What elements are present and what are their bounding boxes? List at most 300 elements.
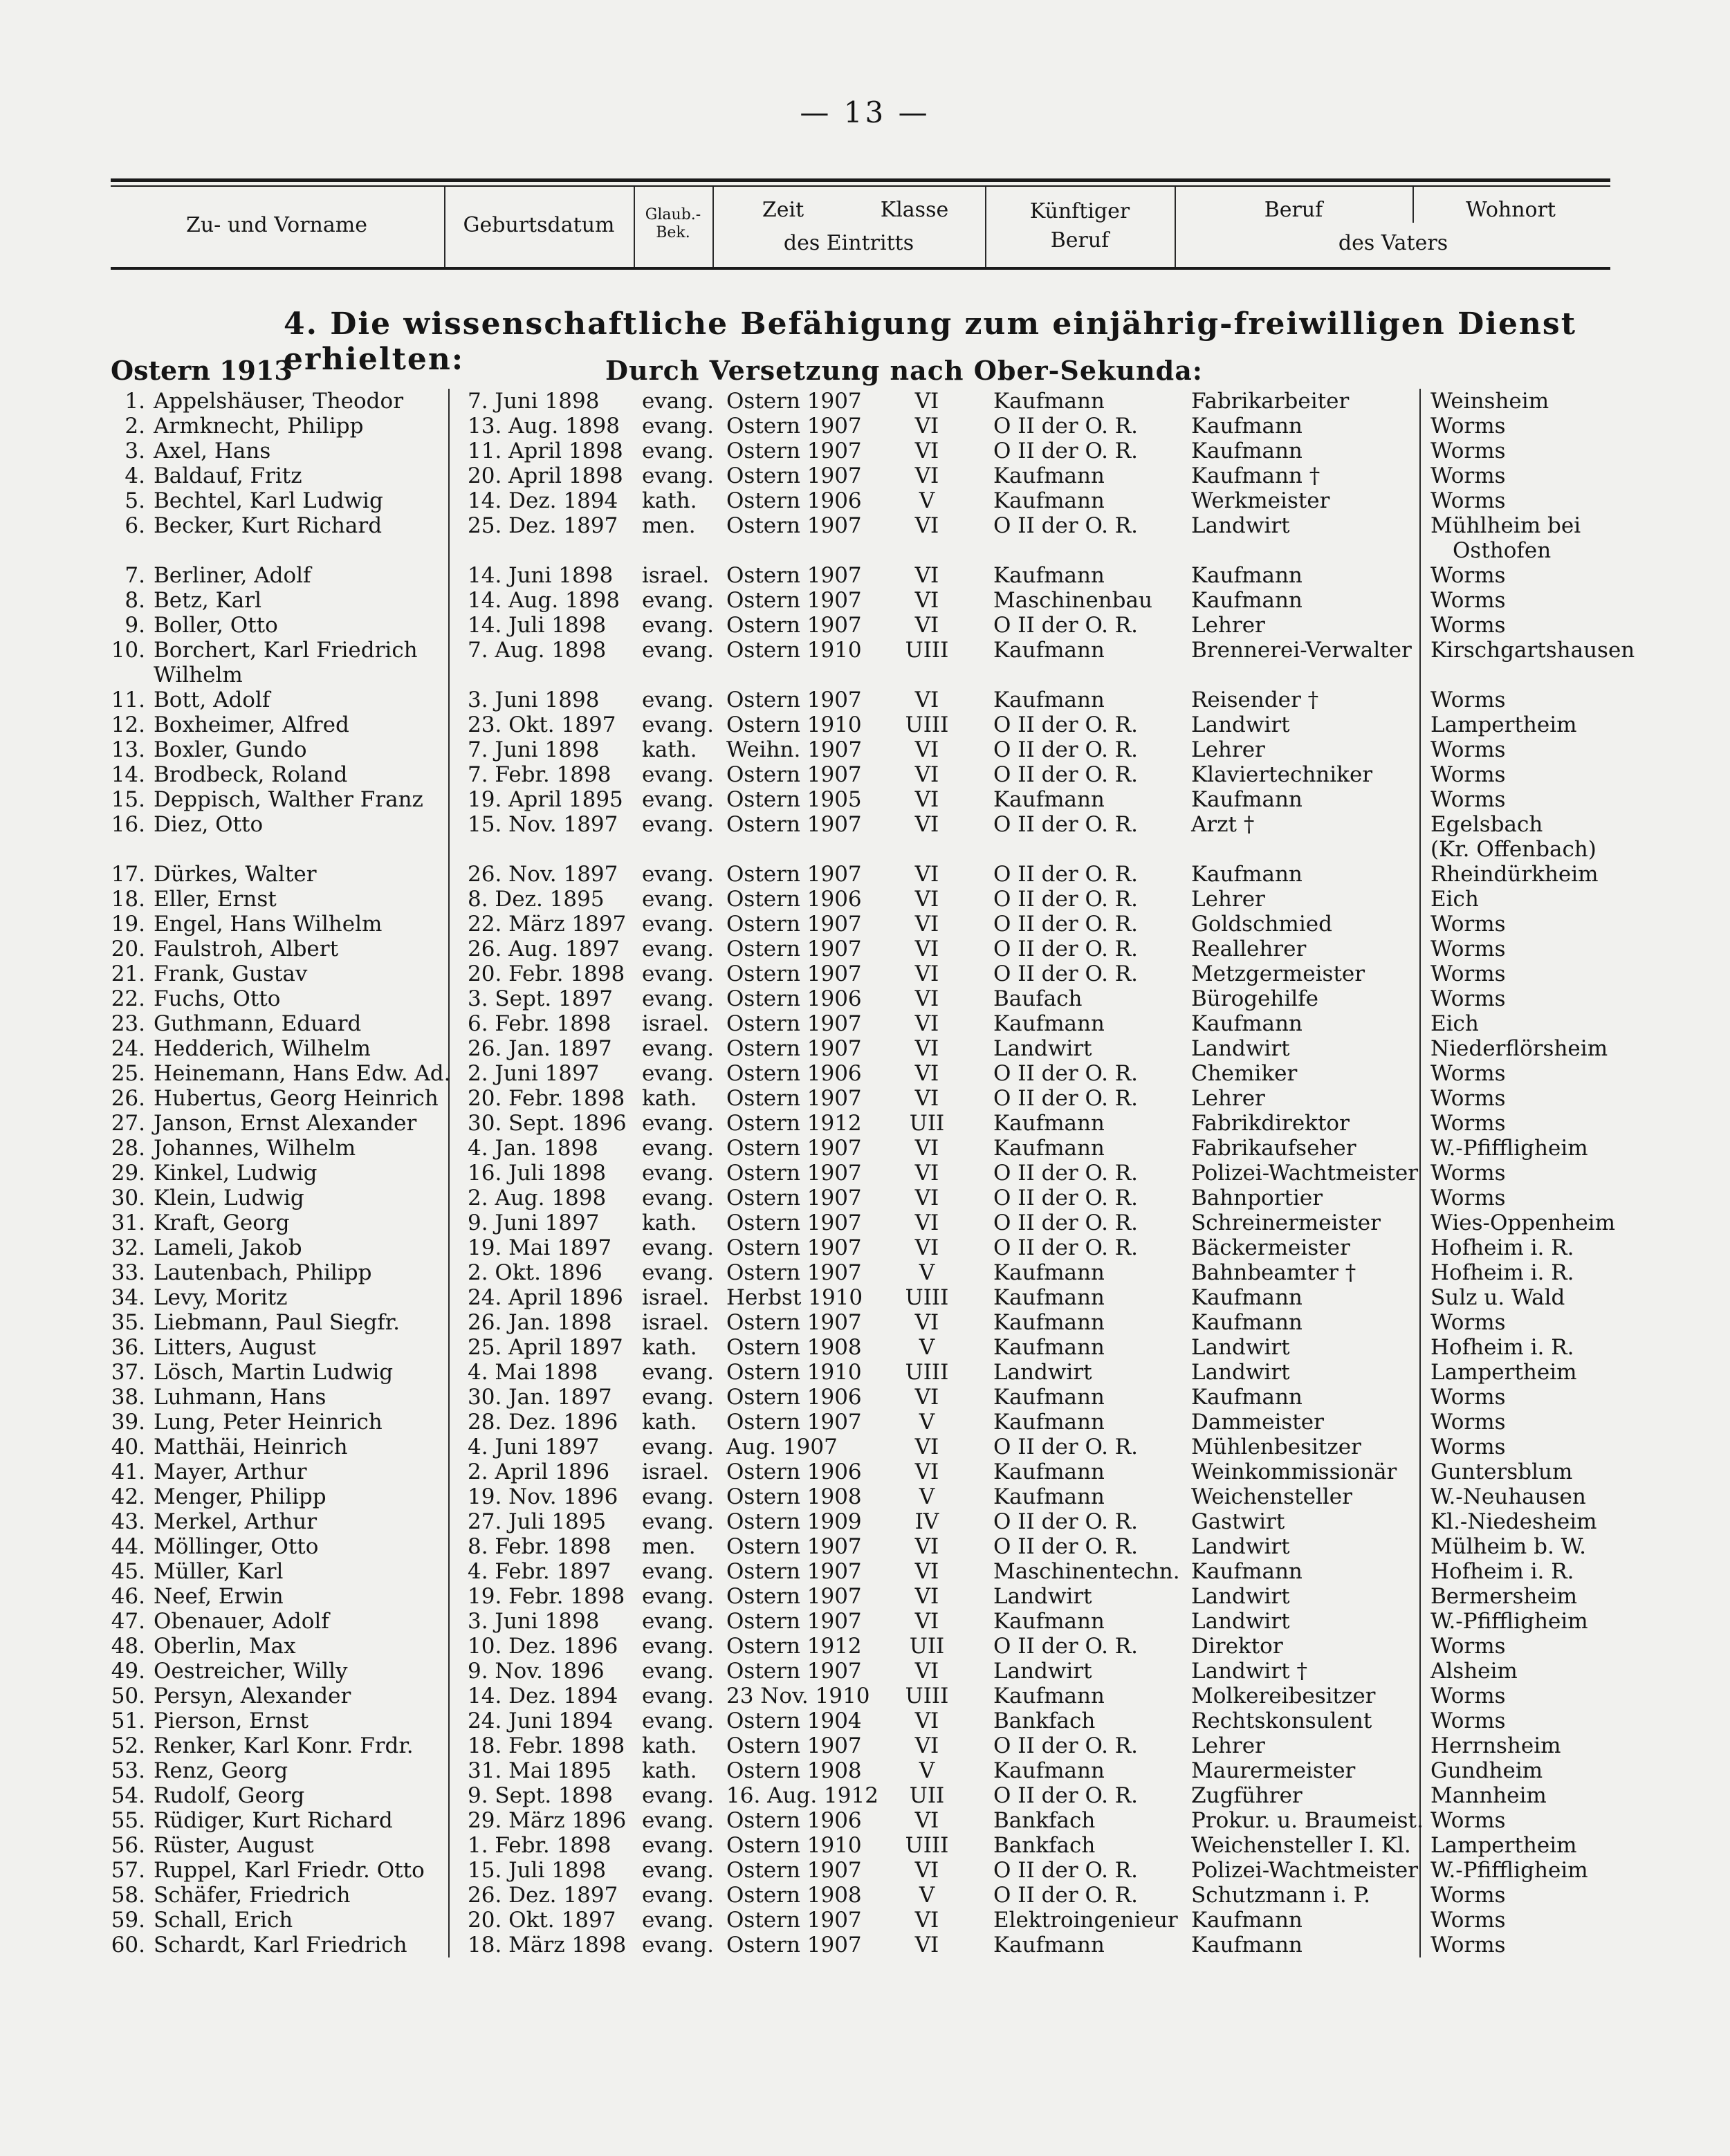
birth-date: 29. März 1896 (468, 1808, 627, 1833)
student-name: Kinkel, Ludwig (154, 1161, 318, 1186)
row-number: 35. (111, 1310, 145, 1335)
entry-date: Ostern 1907 (726, 1161, 862, 1186)
residence: Worms (1430, 1061, 1506, 1086)
student-name: Oestreicher, Willy (154, 1659, 348, 1684)
header-future: Künftiger (1029, 199, 1130, 223)
entry-date: Ostern 1908 (726, 1335, 862, 1360)
religion: israel. (642, 1011, 710, 1036)
religion: evang. (642, 1684, 715, 1708)
future-profession: Kaufmann (993, 1385, 1105, 1410)
table-row (0, 1534, 1730, 1559)
row-number: 53. (111, 1758, 145, 1783)
birth-date: 9. Sept. 1898 (468, 1783, 613, 1808)
father-profession: Dammeister (1191, 1410, 1324, 1435)
religion: evang. (642, 1708, 715, 1733)
student-name: Eller, Ernst (154, 887, 277, 912)
entry-class: VI (914, 1036, 939, 1061)
student-name: Engel, Hans Wilhelm (154, 912, 383, 937)
entry-date: Ostern 1904 (726, 1708, 862, 1733)
entry-date: Ostern 1907 (726, 688, 862, 712)
residence: Worms (1430, 1385, 1506, 1410)
entry-class: VI (914, 787, 939, 812)
entry-class: VI (914, 688, 939, 712)
birth-date: 26. Nov. 1897 (468, 862, 618, 887)
entry-date: Weihn. 1907 (726, 737, 863, 762)
entry-date: Ostern 1906 (726, 1385, 862, 1410)
entry-class: VI (914, 1061, 939, 1086)
row-number: 21. (111, 961, 145, 986)
entry-date: Ostern 1907 (726, 961, 862, 986)
residence: Worms (1430, 488, 1506, 513)
birth-date: 20. Okt. 1897 (468, 1908, 616, 1933)
row-number: 8. (125, 588, 145, 613)
future-profession: Kaufmann (993, 1484, 1105, 1509)
student-name: Bechtel, Karl Ludwig (154, 488, 383, 513)
entry-class: VI (914, 1659, 939, 1684)
row-number: 16. (111, 812, 145, 837)
entry-class: VI (914, 513, 939, 538)
table-row (0, 1908, 1730, 1933)
father-profession: Kaufmann (1191, 787, 1303, 812)
student-name: Levy, Moritz (154, 1285, 288, 1310)
student-name: Möllinger, Otto (154, 1534, 319, 1559)
birth-date: 27. Juli 1895 (468, 1509, 607, 1534)
student-name: Betz, Karl (154, 588, 261, 613)
residence: Hofheim i. R. (1430, 1260, 1574, 1285)
table-row (0, 513, 1730, 563)
student-name: Mayer, Arthur (154, 1459, 307, 1484)
father-profession: Chemiker (1191, 1061, 1298, 1086)
student-name: Kraft, Georg (154, 1210, 290, 1235)
student-name: Faulstroh, Albert (154, 937, 339, 961)
entry-class: VI (914, 1708, 939, 1733)
future-profession: Kaufmann (993, 1310, 1105, 1335)
birth-date: 4. Jan. 1898 (468, 1136, 598, 1161)
row-number: 26. (111, 1086, 145, 1111)
father-profession: Bürogehilfe (1191, 986, 1319, 1011)
residence-continued: Osthofen (1453, 538, 1552, 563)
father-profession: Landwirt (1191, 1534, 1290, 1559)
future-profession: Kaufmann (993, 1758, 1105, 1783)
row-number: 17. (111, 862, 145, 887)
residence: Worms (1430, 937, 1506, 961)
birth-date: 20. Febr. 1898 (468, 961, 625, 986)
table-row (0, 812, 1730, 862)
future-profession: Kaufmann (993, 787, 1105, 812)
row-number: 7. (125, 563, 145, 588)
residence: Alsheim (1430, 1659, 1518, 1684)
birth-date: 8. Febr. 1898 (468, 1534, 611, 1559)
religion: evang. (642, 812, 715, 837)
student-name: Boxler, Gundo (154, 737, 307, 762)
religion: evang. (642, 1260, 715, 1285)
religion: evang. (642, 688, 715, 712)
religion: evang. (642, 986, 715, 1011)
entry-date: Ostern 1907 (726, 1235, 862, 1260)
row-number: 39. (111, 1410, 145, 1435)
father-profession: Landwirt (1191, 1360, 1290, 1385)
table-row (0, 439, 1730, 463)
birth-date: 10. Dez. 1896 (468, 1634, 618, 1659)
religion: evang. (642, 887, 715, 912)
student-name: Frank, Gustav (154, 961, 308, 986)
future-profession: Landwirt (993, 1659, 1092, 1684)
residence: Gundheim (1430, 1758, 1543, 1783)
entry-date: Ostern 1907 (726, 613, 862, 638)
section-subtitle: Durch Versetzung nach Ober-Sekunda: (605, 355, 1203, 386)
birth-date: 3. Juni 1898 (468, 1609, 600, 1634)
entry-date: Ostern 1912 (726, 1111, 862, 1136)
father-profession: Kaufmann (1191, 1559, 1303, 1584)
father-profession: Kaufmann (1191, 1908, 1303, 1933)
table-row (0, 1011, 1730, 1036)
table-row (0, 1559, 1730, 1584)
header-name: Zu- und Vorname (186, 213, 367, 237)
entry-date: Ostern 1907 (726, 1036, 862, 1061)
future-profession: Kaufmann (993, 638, 1105, 663)
future-profession: O II der O. R. (993, 812, 1138, 837)
entry-date: Ostern 1907 (726, 1858, 862, 1883)
student-name: Heinemann, Hans Edw. Ad. (154, 1061, 451, 1086)
entry-date: Ostern 1907 (726, 463, 862, 488)
entry-class: VI (914, 1086, 939, 1111)
birth-date: 24. April 1896 (468, 1285, 623, 1310)
entry-date: Ostern 1910 (726, 638, 862, 663)
residence: Worms (1430, 688, 1506, 712)
row-number: 9. (125, 613, 145, 638)
residence: Worms (1430, 986, 1506, 1011)
father-profession: Landwirt (1191, 1609, 1290, 1634)
entry-class: UIII (905, 1684, 949, 1708)
table-row (0, 1634, 1730, 1659)
entry-date: Ostern 1907 (726, 1210, 862, 1235)
student-name: Neef, Erwin (154, 1584, 284, 1609)
row-number: 48. (111, 1634, 145, 1659)
residence: Worms (1430, 787, 1506, 812)
row-number: 34. (111, 1285, 145, 1310)
header-religion: Glaub.-Bek. (645, 206, 701, 241)
table-row (0, 1684, 1730, 1708)
header-time: Zeit (762, 198, 804, 222)
table-row (0, 1484, 1730, 1509)
entry-date: Ostern 1907 (726, 862, 862, 887)
entry-class: VI (914, 1609, 939, 1634)
religion: kath. (642, 1733, 697, 1758)
future-profession: O II der O. R. (993, 613, 1138, 638)
father-profession: Lehrer (1191, 1733, 1265, 1758)
birth-date: 30. Jan. 1897 (468, 1385, 612, 1410)
birth-date: 26. Jan. 1898 (468, 1310, 612, 1335)
student-name: Klein, Ludwig (154, 1186, 304, 1210)
student-name: Lautenbach, Philipp (154, 1260, 372, 1285)
future-profession: O II der O. R. (993, 1186, 1138, 1210)
residence: Guntersblum (1430, 1459, 1573, 1484)
table-row (0, 712, 1730, 737)
residence: Worms (1430, 1684, 1506, 1708)
entry-class: VI (914, 1858, 939, 1883)
table-row (0, 1883, 1730, 1908)
table-row (0, 1210, 1730, 1235)
student-name: Menger, Philipp (154, 1484, 326, 1509)
entry-class: V (919, 1260, 935, 1285)
birth-date: 7. Aug. 1898 (468, 638, 607, 663)
term-label: Ostern 1913 (111, 355, 293, 386)
father-profession: Lehrer (1191, 613, 1265, 638)
student-name: Hedderich, Wilhelm (154, 1036, 371, 1061)
residence: W.-Neuhausen (1430, 1484, 1586, 1509)
entry-date: Ostern 1907 (726, 912, 862, 937)
entry-date: Herbst 1910 (726, 1285, 863, 1310)
row-number: 33. (111, 1260, 145, 1285)
table-row (0, 762, 1730, 787)
table-row (0, 1310, 1730, 1335)
religion: evang. (642, 1833, 715, 1858)
father-profession: Lehrer (1191, 737, 1265, 762)
father-profession: Molkereibesitzer (1191, 1684, 1376, 1708)
future-profession: Bankfach (993, 1708, 1096, 1733)
residence: Sulz u. Wald (1430, 1285, 1565, 1310)
student-name: Diez, Otto (154, 812, 264, 837)
father-profession: Bahnportier (1191, 1186, 1323, 1210)
birth-date: 19. April 1895 (468, 787, 623, 812)
future-profession: Kaufmann (993, 1260, 1105, 1285)
student-name: Rüster, August (154, 1833, 314, 1858)
entry-class: V (919, 1335, 935, 1360)
table-row (0, 638, 1730, 688)
student-name: Hubertus, Georg Heinrich (154, 1086, 439, 1111)
religion: evang. (642, 1808, 715, 1833)
residence: Lampertheim (1430, 1833, 1577, 1858)
entry-class: VI (914, 463, 939, 488)
religion: israel. (642, 1285, 710, 1310)
residence: Mülheim b. W. (1430, 1534, 1586, 1559)
future-profession: Bankfach (993, 1833, 1096, 1858)
religion: israel. (642, 1459, 710, 1484)
future-profession: O II der O. R. (993, 937, 1138, 961)
birth-date: 11. April 1898 (468, 439, 623, 463)
birth-date: 15. Nov. 1897 (468, 812, 618, 837)
student-name: Persyn, Alexander (154, 1684, 351, 1708)
birth-date: 6. Febr. 1898 (468, 1011, 611, 1036)
row-number: 12. (111, 712, 145, 737)
row-number: 38. (111, 1385, 145, 1410)
entry-class: VI (914, 414, 939, 439)
birth-date: 22. März 1897 (468, 912, 627, 937)
future-profession: Landwirt (993, 1584, 1092, 1609)
religion: evang. (642, 1659, 715, 1684)
row-number: 47. (111, 1609, 145, 1634)
future-profession: O II der O. R. (993, 1783, 1138, 1808)
section-title: 4. Die wissenschaftliche Befähigung zum einjährig-freiwilligen Dienst erhielten: (284, 306, 1577, 377)
future-profession: O II der O. R. (993, 439, 1138, 463)
table-row (0, 737, 1730, 762)
birth-date: 9. Nov. 1896 (468, 1659, 605, 1684)
entry-class: IV (914, 1509, 939, 1534)
table-row (0, 986, 1730, 1011)
religion: evang. (642, 937, 715, 961)
row-number: 10. (111, 638, 145, 663)
religion: evang. (642, 463, 715, 488)
birth-date: 9. Juni 1897 (468, 1210, 600, 1235)
future-profession: Kaufmann (993, 1410, 1105, 1435)
row-number: 13. (111, 737, 145, 762)
student-name: Armknecht, Philipp (154, 414, 364, 439)
student-name: Becker, Kurt Richard (154, 513, 383, 538)
row-number: 29. (111, 1161, 145, 1186)
birth-date: 16. Juli 1898 (468, 1161, 607, 1186)
future-profession: Kaufmann (993, 563, 1105, 588)
entry-class: UII (909, 1111, 945, 1136)
birth-date: 4. Juni 1897 (468, 1435, 600, 1459)
table-row (0, 1036, 1730, 1061)
future-profession: O II der O. R. (993, 1534, 1138, 1559)
student-name: Axel, Hans (154, 439, 271, 463)
row-number: 22. (111, 986, 145, 1011)
student-name: Lameli, Jakob (154, 1235, 302, 1260)
student-name: Dürkes, Walter (154, 862, 317, 887)
table-row (0, 862, 1730, 887)
row-number: 58. (111, 1883, 145, 1908)
entry-class: V (919, 1410, 935, 1435)
entry-date: Ostern 1910 (726, 712, 862, 737)
residence: Niederflörsheim (1430, 1036, 1608, 1061)
entry-date: Ostern 1907 (726, 1310, 862, 1335)
father-profession: Werkmeister (1191, 488, 1330, 513)
table-row (0, 1235, 1730, 1260)
residence: Worms (1430, 1883, 1506, 1908)
future-profession: Kaufmann (993, 463, 1105, 488)
father-profession: Fabrikaufseher (1191, 1136, 1356, 1161)
table-row (0, 1459, 1730, 1484)
future-profession: Elektroingenieur (993, 1908, 1178, 1933)
father-profession: Kaufmann (1191, 862, 1303, 887)
row-number: 19. (111, 912, 145, 937)
entry-date: Ostern 1907 (726, 1260, 862, 1285)
birth-date: 14. Dez. 1894 (468, 1684, 618, 1708)
birth-date: 26. Dez. 1897 (468, 1883, 618, 1908)
table-row (0, 1833, 1730, 1858)
birth-date: 18. März 1898 (468, 1933, 627, 1957)
birth-date: 25. April 1897 (468, 1335, 623, 1360)
student-name: Berliner, Adolf (154, 563, 311, 588)
entry-class: UIII (905, 1285, 949, 1310)
entry-date: Ostern 1907 (726, 389, 862, 414)
entry-date: Ostern 1907 (726, 439, 862, 463)
student-name: Liebmann, Paul Siegfr. (154, 1310, 400, 1335)
residence: Rheindürkheim (1430, 862, 1599, 887)
student-name: Lung, Peter Heinrich (154, 1410, 383, 1435)
table-row (0, 1808, 1730, 1833)
entry-class: UIII (905, 1833, 949, 1858)
student-name: Guthmann, Eduard (154, 1011, 362, 1036)
future-profession: Kaufmann (993, 688, 1105, 712)
student-name: Merkel, Arthur (154, 1509, 318, 1534)
row-number: 11. (111, 688, 145, 712)
entry-class: VI (914, 1435, 939, 1459)
row-number: 28. (111, 1136, 145, 1161)
father-profession: Lehrer (1191, 887, 1265, 912)
entry-class: VI (914, 1385, 939, 1410)
row-number: 18. (111, 887, 145, 912)
table-row (0, 1186, 1730, 1210)
student-name: Luhmann, Hans (154, 1385, 326, 1410)
header-top-rule (111, 178, 1610, 182)
father-profession: Arzt † (1191, 812, 1255, 837)
entry-date: Ostern 1907 (726, 937, 862, 961)
student-name: Renker, Karl Konr. Frdr. (154, 1733, 414, 1758)
future-profession: O II der O. R. (993, 1086, 1138, 1111)
birth-date: 7. Juni 1898 (468, 389, 600, 414)
student-name: Renz, Georg (154, 1758, 288, 1783)
residence: Eich (1430, 1011, 1479, 1036)
row-number: 1. (125, 389, 145, 414)
future-profession: O II der O. R. (993, 1634, 1138, 1659)
father-profession: Bahnbeamter † (1191, 1260, 1356, 1285)
entry-class: VI (914, 862, 939, 887)
entry-class: VI (914, 961, 939, 986)
row-number: 51. (111, 1708, 145, 1733)
future-profession: O II der O. R. (993, 1858, 1138, 1883)
table-row (0, 787, 1730, 812)
father-profession: Kaufmann (1191, 1933, 1303, 1957)
row-number: 59. (111, 1908, 145, 1933)
religion: evang. (642, 1609, 715, 1634)
student-name: Litters, August (154, 1335, 316, 1360)
entry-date: Ostern 1907 (726, 414, 862, 439)
religion: men. (642, 1534, 696, 1559)
residence: Wies-Oppenheim (1430, 1210, 1615, 1235)
birth-date: 2. April 1896 (468, 1459, 610, 1484)
student-name: Pierson, Ernst (154, 1708, 309, 1733)
entry-class: VI (914, 1136, 939, 1161)
student-name: Boxheimer, Alfred (154, 712, 349, 737)
table-row (0, 1260, 1730, 1285)
residence: W.-Pfiffligheim (1430, 1609, 1588, 1634)
entry-date: Ostern 1908 (726, 1484, 862, 1509)
father-profession: Zugführer (1191, 1783, 1303, 1808)
birth-date: 20. Febr. 1898 (468, 1086, 625, 1111)
row-number: 44. (111, 1534, 145, 1559)
religion: evang. (642, 1908, 715, 1933)
entry-date: Ostern 1906 (726, 986, 862, 1011)
father-profession: Mühlenbesitzer (1191, 1435, 1361, 1459)
student-name: Brodbeck, Roland (154, 762, 348, 787)
residence: Worms (1430, 1435, 1506, 1459)
entry-class: VI (914, 1011, 939, 1036)
religion: evang. (642, 1858, 715, 1883)
residence: Worms (1430, 439, 1506, 463)
entry-date: Ostern 1905 (726, 787, 862, 812)
row-number: 40. (111, 1435, 145, 1459)
table-row (0, 912, 1730, 937)
entry-class: V (919, 1883, 935, 1908)
religion: evang. (642, 389, 715, 414)
religion: kath. (642, 1335, 697, 1360)
father-profession: Weichensteller I. Kl. (1191, 1833, 1411, 1858)
religion: evang. (642, 1061, 715, 1086)
religion: evang. (642, 1435, 715, 1459)
birth-date: 2. Okt. 1896 (468, 1260, 602, 1285)
entry-date: Ostern 1910 (726, 1360, 862, 1385)
religion: evang. (642, 638, 715, 663)
row-number: 54. (111, 1783, 145, 1808)
father-profession: Kaufmann (1191, 439, 1303, 463)
father-profession: Schreinermeister (1191, 1210, 1381, 1235)
entry-class: VI (914, 762, 939, 787)
birth-date: 3. Juni 1898 (468, 688, 600, 712)
student-name: Obenauer, Adolf (154, 1609, 329, 1634)
birth-date: 19. Nov. 1896 (468, 1484, 618, 1509)
